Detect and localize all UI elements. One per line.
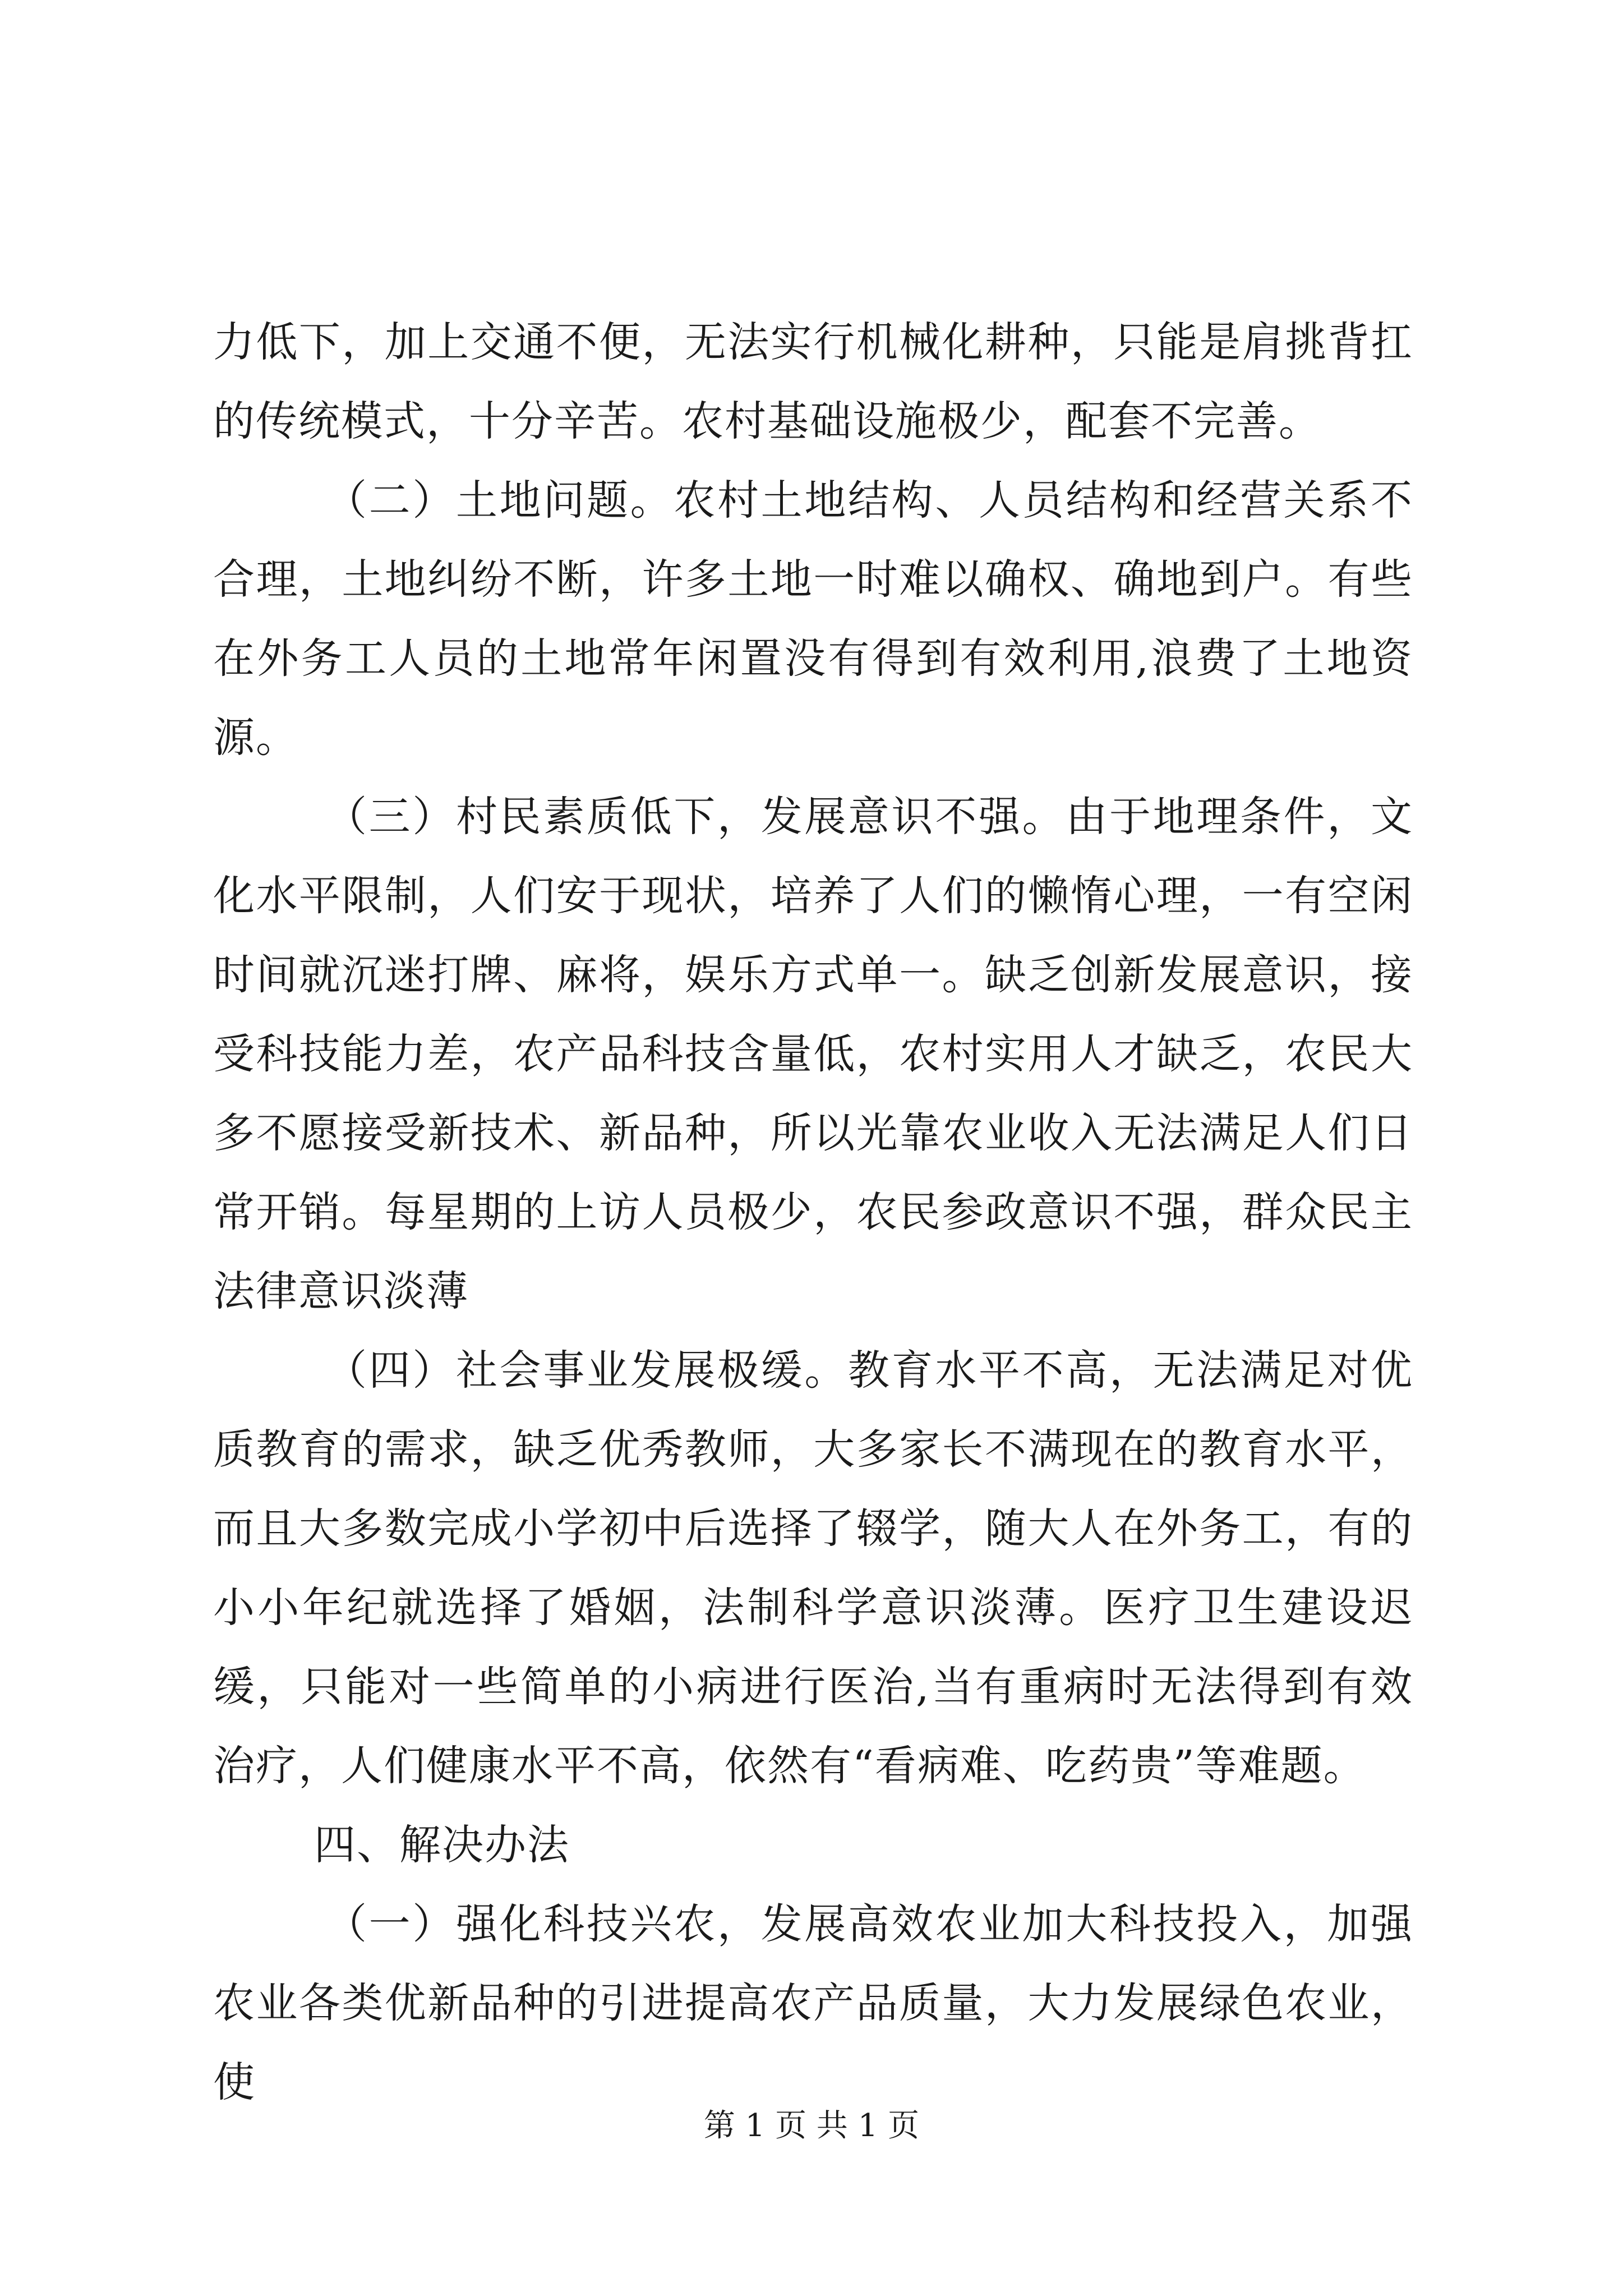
paragraph-land-issue: （二）土地问题。农村土地结构、人员结构和经营关系不合理，土地纠纷不断，许多土地一时难以确权、确地到户。有些在外务工人员的土地常年闲置没有得到有效利用,浪费了土地资源。 (213, 476, 1413, 762)
paragraph-tech-agriculture: （一）强化科技兴农，发展高效农业加大科技投入，加强农业各类优新品种的引进提高农产品质量，大力发展绿色农业，使 (213, 1900, 1413, 2106)
paragraph-villager-quality: （三）村民素质低下，发展意识不强。由于地理条件，文化水平限制，人们安于现状，培养了人们的懒惰心理，一有空闲时间就沉迷打牌、麻将，娱乐方式单一。缺乏创新发展意识，接受科技能力差，农产品科技含量低，农村实用人才缺乏，农民大多不愿接受新技术、新品种，所以光靠农业收入无法满足人们日常开销。每星期的上访人员极少，农民参政意识不强，群众民主法律意识淡薄 (213, 793, 1413, 1315)
page-footer: 第 1 页 共 1 页 (703, 2108, 920, 2144)
paragraph-social-development: （四）社会事业发展极缓。教育水平不高，无法满足对优质教育的需求，缺乏优秀教师，大多家长不满现在的教育水平，而且大多数完成小学初中后选择了辍学，随大人在外务工，有的小小年纪就选择了婚姻，法制科学意识淡薄。医疗卫生建设迟缓，只能对一些简单的小病进行医治,当有重病时无法得到有效治疗，人们健康水平不高，依然有“看病难、吃药贵”等难题。 (213, 1346, 1413, 1790)
paragraph-continued: 力低下，加上交通不便，无法实行机械化耕种，只能是肩挑背扛的传统模式，十分辛苦。农村基础设施极少，配套不完善。 (213, 318, 1413, 445)
document-body (213, 303, 1413, 2122)
section-heading-solutions: 四、解决办法 (314, 1821, 570, 1869)
